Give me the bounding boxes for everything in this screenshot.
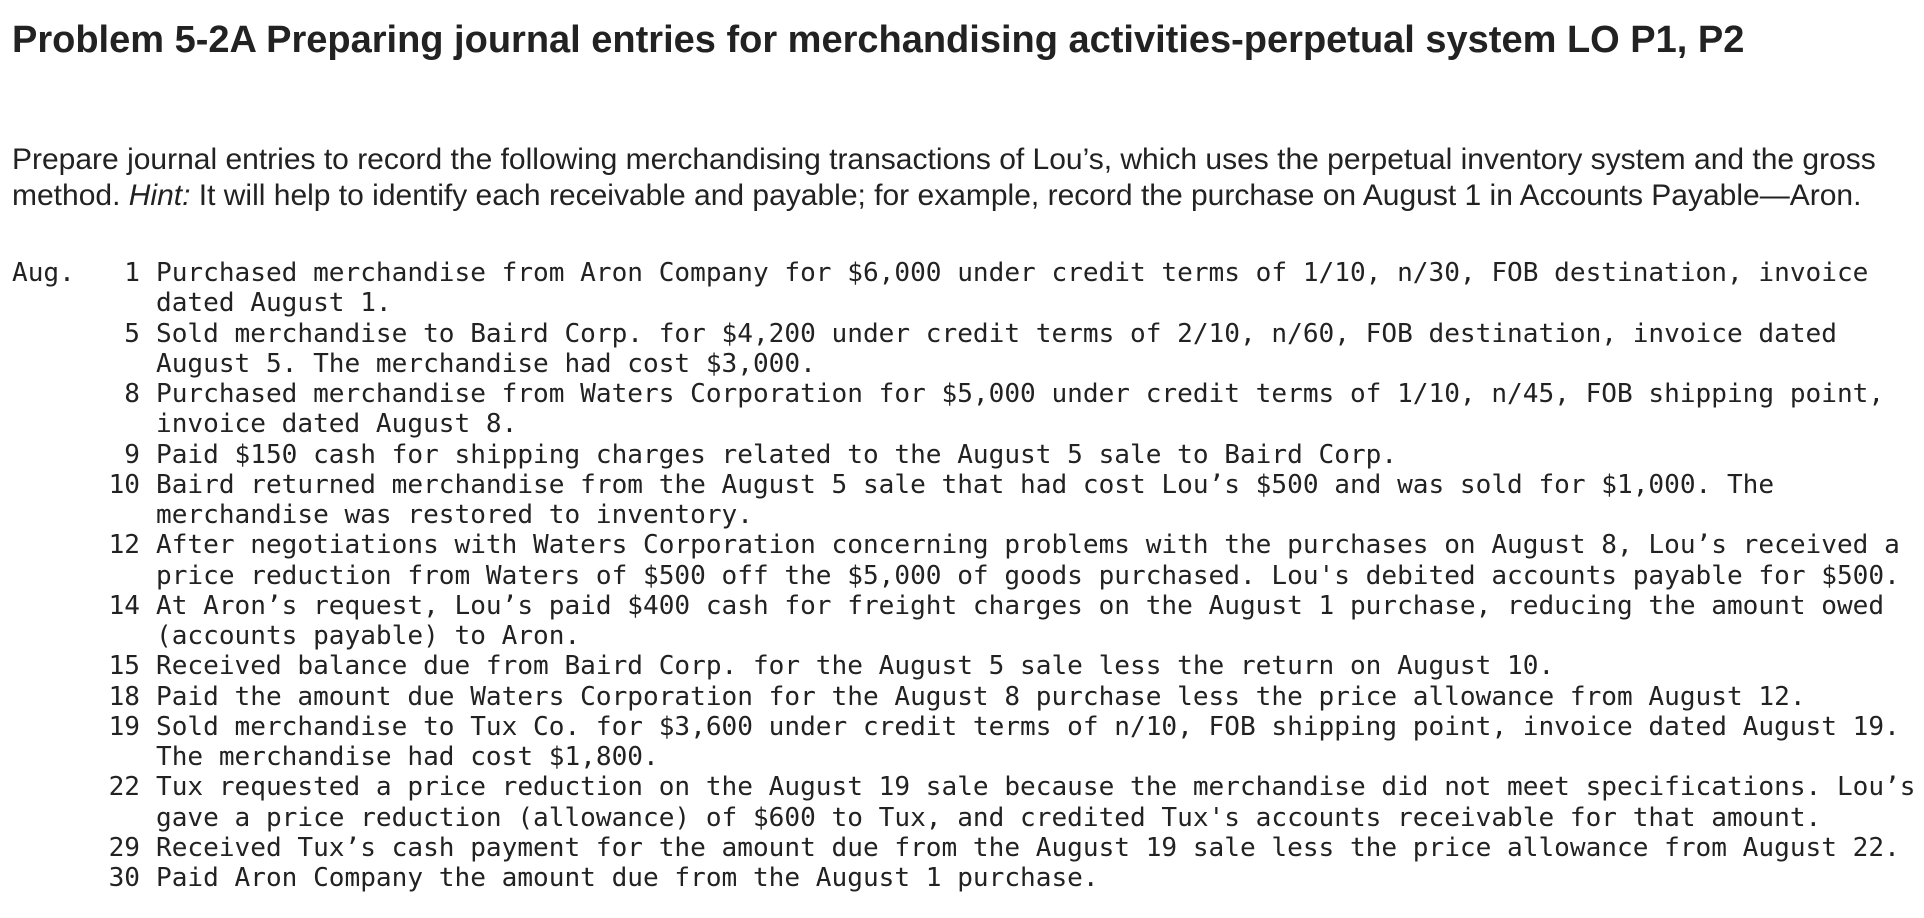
transaction-row: [12, 772, 1916, 833]
transaction-day: 18: [108, 681, 140, 712]
transaction-description-line: Received Tux’s cash payment for the amount due from the August 19 sale less the price allowance from August 22.: [156, 832, 1900, 863]
transaction-day: 29: [108, 832, 140, 863]
transaction-description-line: (accounts payable) to Aron.: [156, 621, 581, 651]
transactions-list: [12, 258, 1916, 893]
transaction-row: [12, 470, 1912, 531]
transaction-description-line: August 5. The merchandise had cost $3,000.: [156, 348, 816, 379]
transaction-day: 19: [108, 711, 140, 742]
transaction-description: [140, 591, 1896, 652]
transaction-row: [12, 863, 1912, 893]
problem-page: [12, 0, 1916, 893]
transaction-day: 14: [108, 590, 140, 621]
transaction-description-line: After negotiations with Waters Corporation concerning problems with the purchases on August 8, Lou’s received a: [156, 530, 1900, 561]
transaction-description: [140, 682, 1896, 712]
transaction-day: 15: [108, 651, 140, 682]
transaction-description: [140, 440, 1896, 470]
transaction-description-line: The merchandise had cost $1,800.: [156, 742, 659, 772]
transaction-row: [12, 591, 1912, 652]
transaction-day: 30: [108, 863, 140, 893]
transaction-day: 1: [124, 258, 140, 288]
transaction-day: 5: [124, 318, 140, 349]
transaction-row: [12, 712, 1912, 773]
hint-label: Hint:: [128, 179, 191, 212]
transaction-description-line: dated August 1.: [156, 288, 392, 319]
transaction-description-line: merchandise was restored to inventory.: [156, 500, 753, 530]
transaction-row: [12, 258, 1912, 319]
transaction-description: [140, 319, 1896, 380]
transaction-description-line: Sold merchandise to Baird Corp. for $4,200 under credit terms of 2/10, n/60, FOB destination, invoice dated: [156, 318, 1837, 349]
transaction-day: 8: [124, 379, 140, 409]
instructions-text-part1: Prepare journal entries to record the following merchandising transactions of Lou’s, which uses the perpetual inventory system and the gross method.: [12, 143, 1876, 212]
transaction-description-line: Baird returned merchandise from the August 5 sale that had cost Lou’s $500 and was sold for $1,000. The: [156, 469, 1775, 500]
transaction-row: [12, 440, 1912, 470]
instructions-text-part2: It will help to identify each receivable and payable; for example, record the purchase on August 1 in Accounts Payable—Aron.: [190, 179, 1862, 212]
transaction-day: 10: [108, 469, 140, 500]
transaction-day: 22: [108, 772, 140, 803]
transaction-row: [12, 682, 1912, 712]
transaction-day: 9: [124, 439, 140, 470]
transaction-description: [140, 832, 1900, 863]
transaction-description: [140, 379, 1896, 440]
transaction-description-line: Sold merchandise to Tux Co. for $3,600 under credit terms of n/10, FOB shipping point, invoice dated August 19.: [156, 711, 1900, 742]
transaction-row: [12, 651, 1912, 681]
transaction-description-line: invoice dated August 8.: [156, 409, 518, 440]
problem-instructions: [12, 142, 1912, 214]
transaction-description-line: Tux requested a price reduction on the August 19 sale because the merchandise did not meet specifications. Lou’s: [156, 772, 1916, 803]
transaction-row: [12, 379, 1912, 440]
month-label: Aug.: [12, 258, 75, 288]
transaction-description: [140, 651, 1896, 681]
transaction-description-line: gave a price reduction (allowance) of $600 to Tux, and credited Tux's accounts receivable for that amount.: [156, 802, 1822, 833]
transaction-description: [140, 711, 1900, 773]
transaction-description: [140, 863, 1896, 893]
transaction-description-line: Paid the amount due Waters Corporation for the August 8 purchase less the price allowance from August 12.: [156, 681, 1806, 712]
transaction-description: [140, 470, 1896, 531]
transaction-description-line: Purchased merchandise from Waters Corporation for $5,000 under credit terms of 1/10, n/45, FOB shipping point,: [156, 379, 1885, 409]
transaction-description-line: Received balance due from Baird Corp. for the August 5 sale less the return on August 10.: [156, 651, 1555, 682]
problem-title: Problem 5-2A Preparing journal entries for merchandising activities-perpetual system LO P1, P2: [12, 19, 1745, 61]
transaction-description-line: Paid Aron Company the amount due from the August 1 purchase.: [156, 863, 1099, 893]
transaction-description-line: Purchased merchandise from Aron Company for $6,000 under credit terms of 1/10, n/30, FOB destination, invoice: [156, 258, 1869, 288]
transaction-description: [140, 258, 1896, 319]
transaction-description-line: price reduction from Waters of $500 off the $5,000 of goods purchased. Lou's debited accounts payable for $500.: [156, 560, 1900, 591]
transaction-day: 12: [108, 530, 140, 561]
transaction-description-line: At Aron’s request, Lou’s paid $400 cash for freight charges on the August 1 purchase, reducing the amount owed: [156, 590, 1885, 621]
transaction-description: [140, 772, 1916, 833]
transaction-row: [12, 530, 1912, 591]
transaction-description-line: Paid $150 cash for shipping charges related to the August 5 sale to Baird Corp.: [156, 439, 1398, 470]
transaction-row: [12, 319, 1912, 380]
transaction-row: [12, 833, 1912, 863]
transaction-description: [140, 530, 1900, 591]
